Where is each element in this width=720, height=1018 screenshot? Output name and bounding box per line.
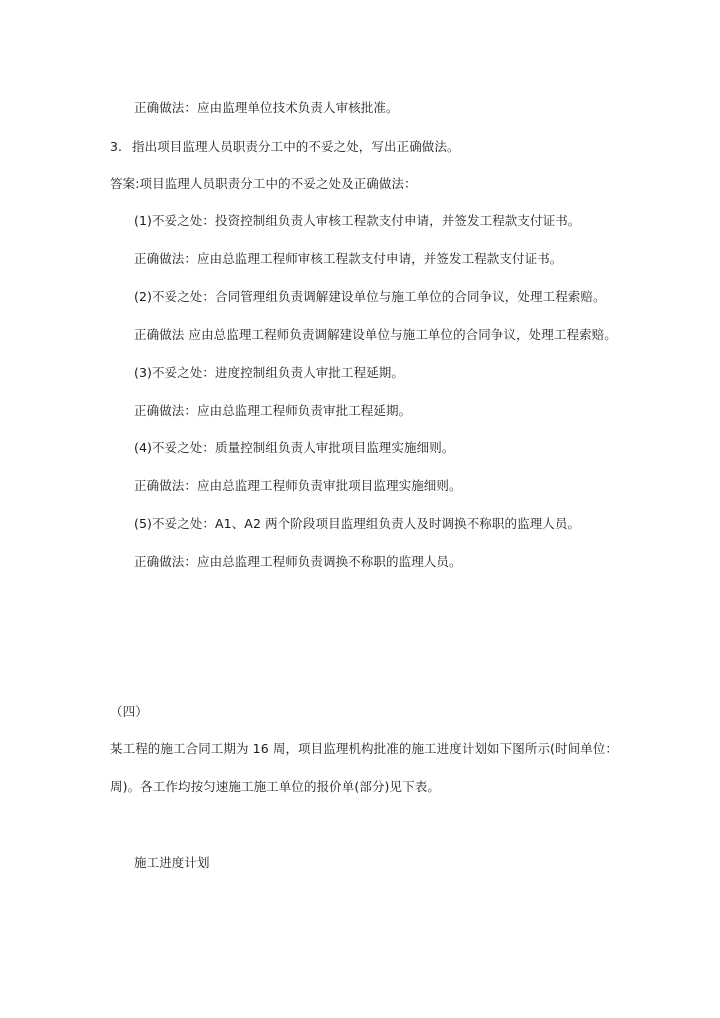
issue-line-5: (5)不妥之处：A1、A2 两个阶段项目监理组负责人及时调换不称职的监理人员。	[134, 516, 581, 531]
figure-caption: 施工进度计划	[134, 855, 210, 870]
paragraph-line-2: 周)。各工作均按匀速施工施工单位的报价单(部分)见下表。	[110, 779, 440, 794]
issue-line-1: (1)不妥之处：投资控制组负责人审核工程款支付申请，并签发工程款支付证书。	[134, 213, 581, 228]
section-title: （四）	[110, 704, 148, 719]
correct-approach-line: 正确做法：应由监理单位技术负责人审核批准。	[134, 100, 399, 115]
issue-line-2: (2)不妥之处：合同管理组负责调解建设单位与施工单位的合同争议，处理工程索赔。	[134, 289, 606, 304]
paragraph-line-1: 某工程的施工合同工期为 16 周，项目监理机构批准的施工进度计划如下图所示(时间单位：	[110, 741, 619, 756]
question-number: 3.	[110, 139, 123, 154]
answer-heading: 答案:项目监理人员职责分工中的不妥之处及正确做法：	[110, 176, 417, 191]
fix-line-2: 正确做法 应由总监理工程师负责调解建设单位与施工单位的合同争议，处理工程索赔。	[134, 327, 617, 342]
fix-line-4: 正确做法：应由总监理工程师负责审批项目监理实施细则。	[134, 478, 462, 493]
question-text: 指出项目监理人员职责分工中的不妥之处，写出正确做法。	[132, 139, 460, 154]
fix-line-1: 正确做法：应由总监理工程师审核工程款支付申请，并签发工程款支付证书。	[134, 251, 563, 266]
fix-line-3: 正确做法：应由总监理工程师负责审批工程延期。	[134, 403, 412, 418]
issue-line-4: (4)不妥之处：质量控制组负责人审批项目监理实施细则。	[134, 440, 455, 455]
fix-line-5: 正确做法：应由总监理工程师负责调换不称职的监理人员。	[134, 554, 462, 569]
issue-line-3: (3)不妥之处：进度控制组负责人审批工程延期。	[134, 365, 405, 380]
